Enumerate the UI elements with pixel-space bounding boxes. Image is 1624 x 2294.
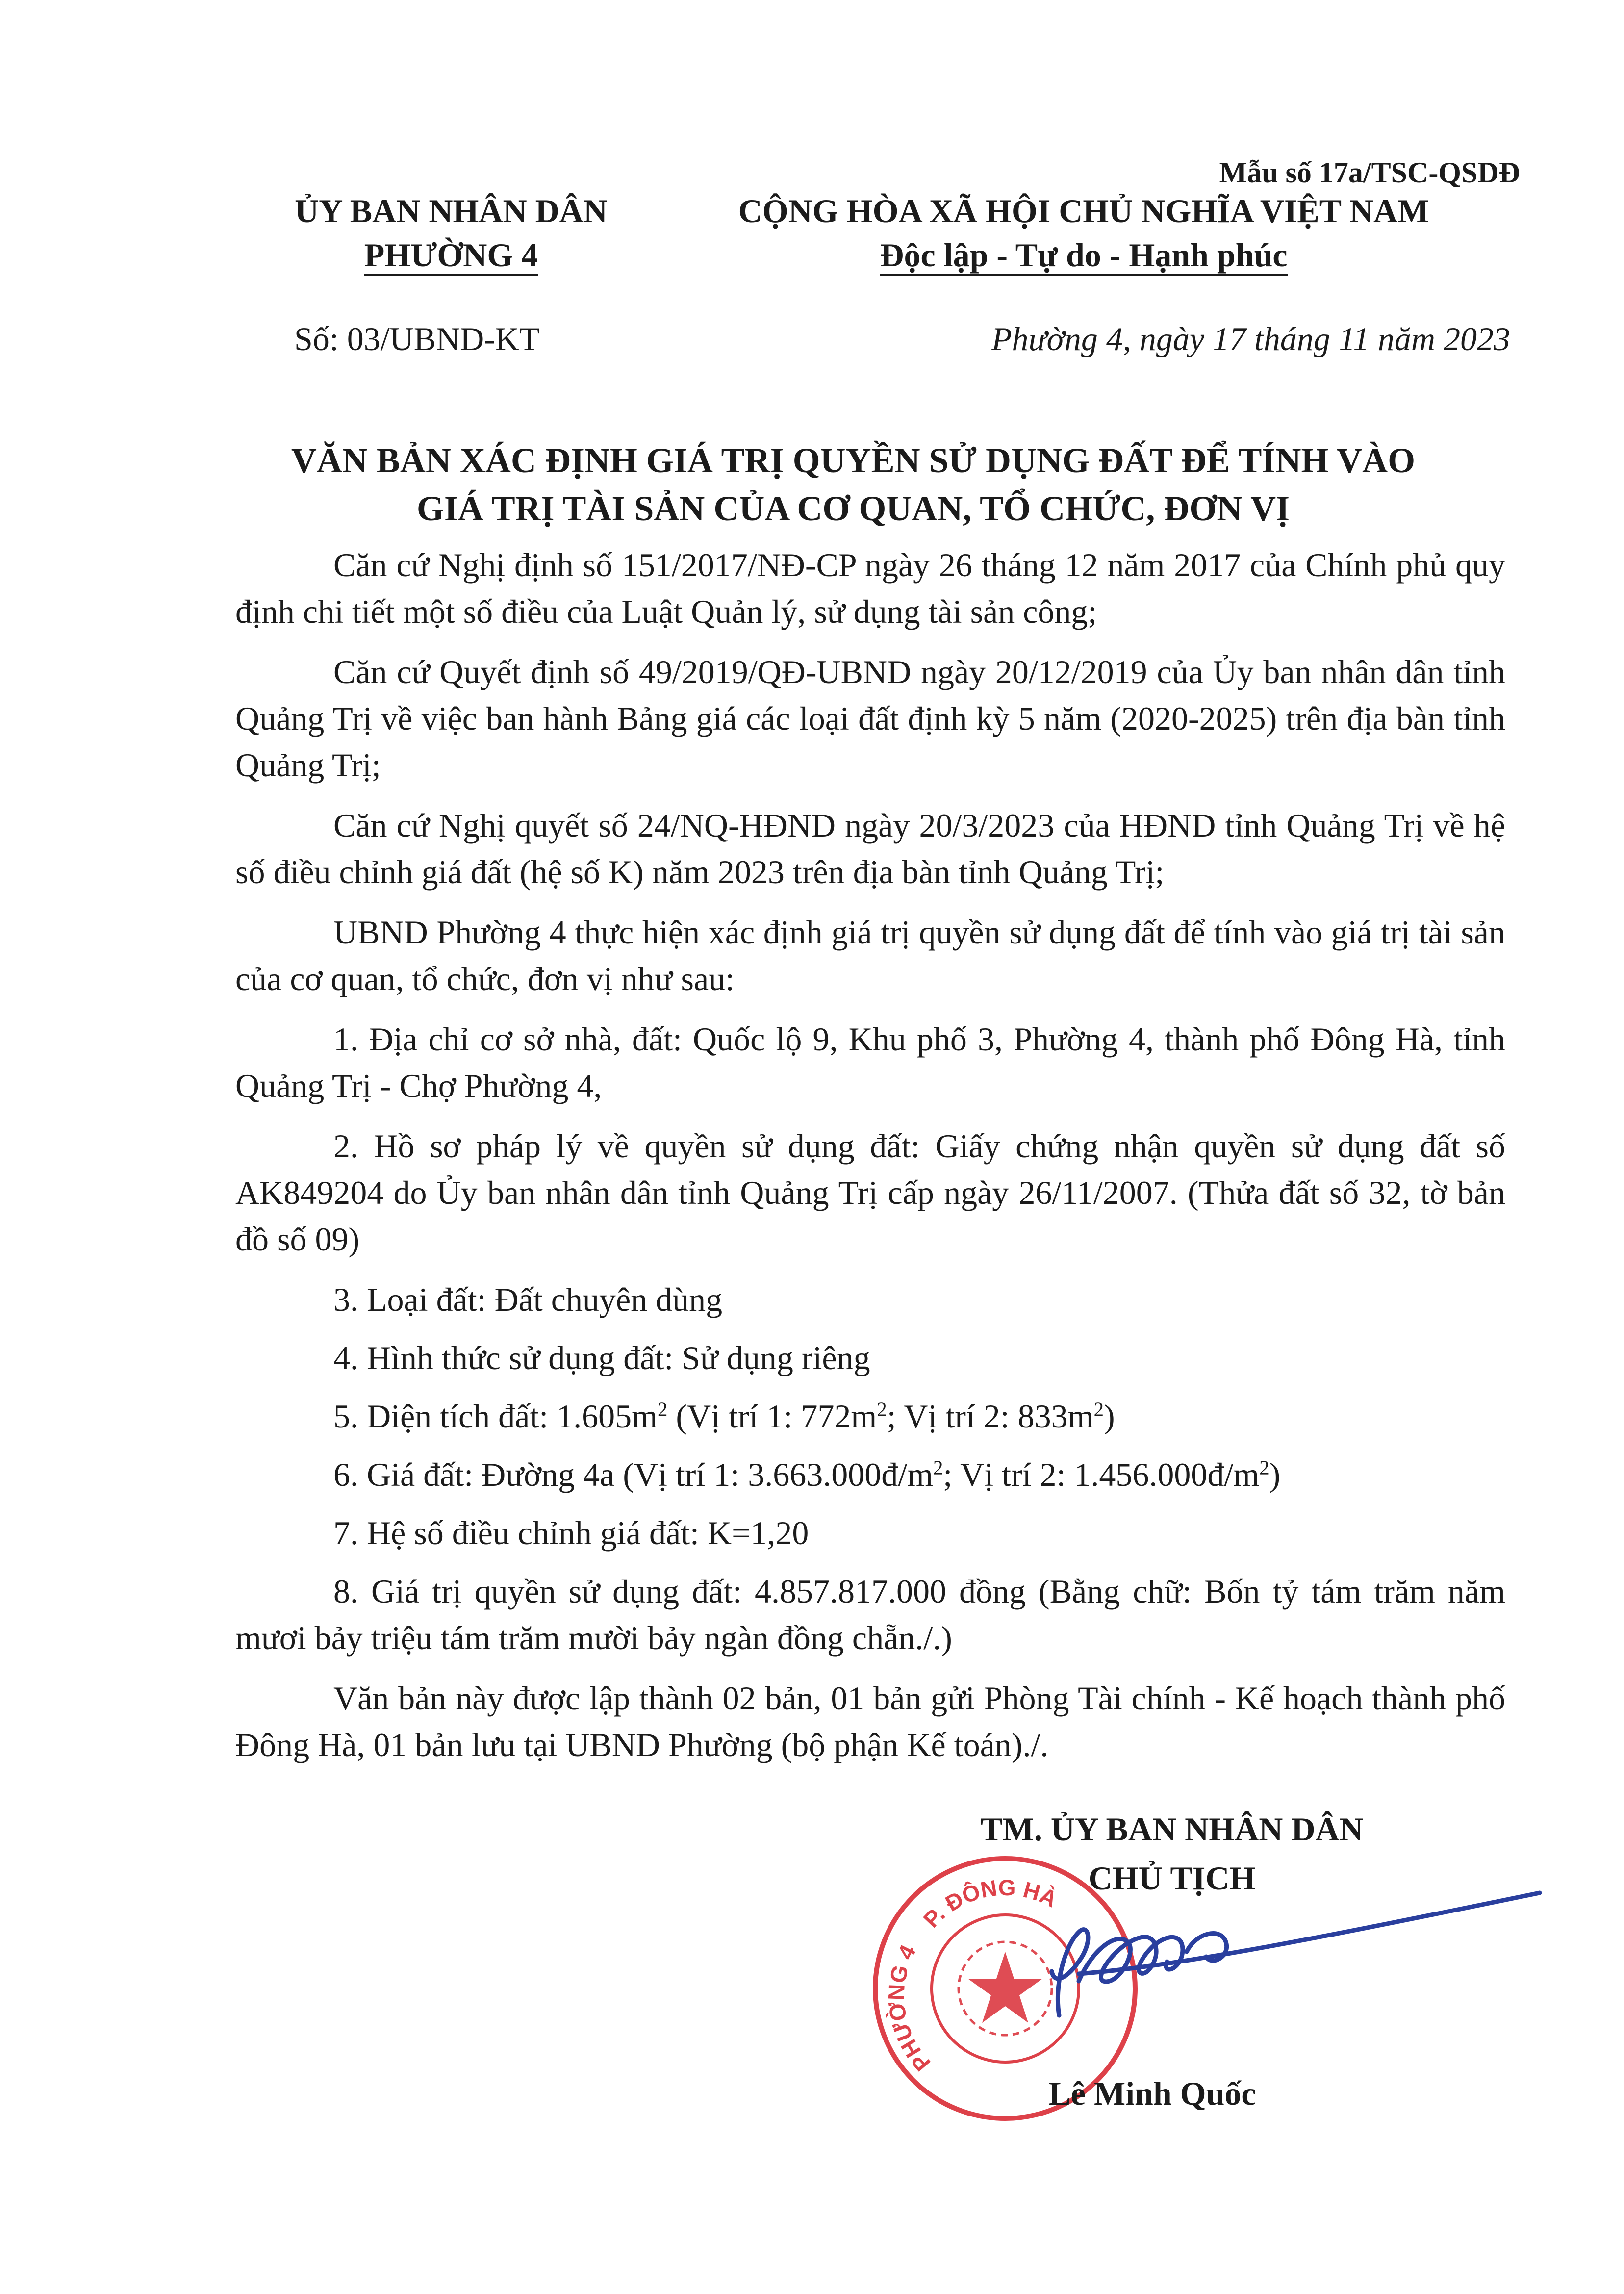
signature-block	[873, 1805, 1471, 1903]
item-usage-form: 4. Hình thức sử dụng đất: Sử dụng riêng	[333, 1339, 870, 1376]
handwritten-signature-icon	[932, 1888, 1569, 2035]
document-number: Số: 03/UBND-KT	[294, 320, 540, 357]
place-date: Phường 4, ngày 17 tháng 11 năm 2023	[991, 320, 1510, 357]
item-address: 1. Địa chỉ cơ sở nhà, đất: Quốc lộ 9, Khu phố 3, Phường 4, thành phố Đông Hà, tỉnh Quảng Trị - Chợ Phường 4,	[235, 1020, 1505, 1104]
item-coefficient: 7. Hệ số điều chỉnh giá đất: K=1,20	[333, 1514, 809, 1552]
nation-name: CỘNG HÒA XÃ HỘI CHỦ NGHĨA VIỆT NAM	[738, 192, 1429, 229]
item-land-type: 3. Loại đất: Đất chuyên dùng	[333, 1281, 723, 1318]
closing-statement: Văn bản này được lập thành 02 bản, 01 bản gửi Phòng Tài chính - Kế hoạch thành phố Đông Hà, 01 bản lưu tại UBND Phường (bộ phận Kế toán)./.	[235, 1680, 1505, 1763]
title-line-1: VĂN BẢN XÁC ĐỊNH GIÁ TRỊ QUYỀN SỬ DỤNG ĐẤT ĐỂ TÍNH VÀO	[291, 441, 1416, 480]
item-land-value: 8. Giá trị quyền sử dụng đất: 4.857.817.000 đồng (Bằng chữ: Bốn tỷ tám trăm năm mươi bảy triệu tám trăm mười bảy ngàn đồng chẵn./.)	[235, 1573, 1505, 1657]
title-line-2: GIÁ TRỊ TÀI SẢN CỦA CƠ QUAN, TỔ CHỨC, ĐƠN VỊ	[416, 489, 1290, 528]
item-legal-docs: 2. Hồ sơ pháp lý về quyền sử dụng đất: Giấy chứng nhận quyền sử dụng đất số AK849204 do Ủy ban nhân dân tỉnh Quảng Trị cấp ngày 26/11/2007. (Thửa đất số 32, tờ bản đồ số 09)	[235, 1127, 1505, 1258]
signature-role: CHỦ TỊCH	[1088, 1860, 1256, 1897]
svg-text:P. ĐÔNG HÀ: P. ĐÔNG HÀ	[918, 1874, 1062, 1933]
signer-name: Lê Minh Quốc	[1048, 2075, 1256, 2112]
item-land-price: 6. Giá đất: Đường 4a (Vị trí 1: $3.663.000đ/m^2$; Vị trí 2: $1.456.000đ/m^2$)	[333, 1456, 1281, 1493]
basis-decision: Căn cứ Quyết định số 49/2019/QĐ-UBND ngày 20/12/2019 của Ủy ban nhân dân tỉnh Quảng Trị về việc ban hành Bảng giá các loại đất định kỳ 5 năm (2020-2025) trên địa bàn tỉnh Quảng Trị;	[235, 653, 1505, 784]
agency-ward: PHƯỜNG 4	[364, 236, 538, 276]
signature-org: TM. ỦY BAN NHÂN DÂN	[980, 1810, 1364, 1848]
nation-motto: Độc lập - Tự do - Hạnh phúc	[880, 236, 1287, 276]
form-number: Mẫu số 17a/TSC-QSDĐ	[1219, 156, 1520, 189]
issuing-agency	[216, 189, 686, 277]
basis-resolution: Căn cứ Nghị quyết số 24/NQ-HĐND ngày 20/3/2023 của HĐND tỉnh Quảng Trị về hệ số điều chỉnh giá đất (hệ số K) năm 2023 trên địa bàn tỉnh Quảng Trị;	[235, 807, 1505, 891]
national-header	[677, 189, 1491, 277]
basis-decree: Căn cứ Nghị định số 151/2017/NĐ-CP ngày 26 tháng 12 năm 2017 của Chính phủ quy định chi tiết một số điều của Luật Quản lý, sử dụng tài sản công;	[235, 546, 1505, 630]
document-title	[177, 436, 1530, 533]
intro-statement: UBND Phường 4 thực hiện xác định giá trị quyền sử dụng đất để tính vào giá trị tài sản của cơ quan, tổ chức, đơn vị như sau:	[235, 914, 1505, 997]
agency-name: ỦY BAN NHÂN DÂN	[295, 192, 608, 229]
document-body	[235, 542, 1505, 1782]
item-area: 5. Diện tích đất: $1.605m^2$ (Vị trí 1: $772m^2$; Vị trí 2: $833m^2$)	[333, 1398, 1115, 1435]
svg-text:PHƯỜNG 4: PHƯỜNG 4	[883, 1941, 936, 2076]
